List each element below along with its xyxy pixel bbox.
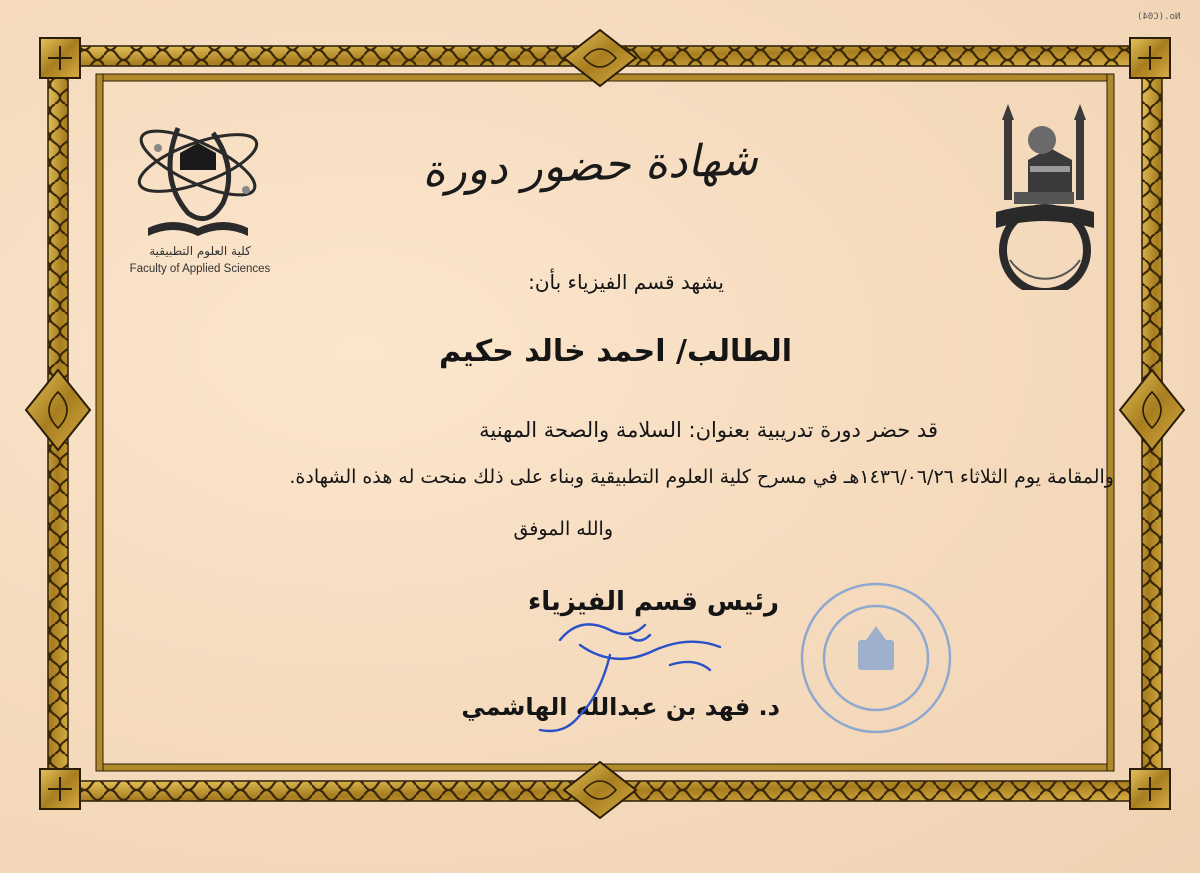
faculty-name-arabic: كلية العلوم التطبيقية (149, 244, 251, 258)
intro-text: يشهد قسم الفيزياء بأن: (528, 270, 724, 294)
signatory-title: رئيس قسم الفيزياء (527, 587, 779, 617)
faculty-name-english: Faculty of Applied Sciences (129, 263, 271, 275)
signatory-name: د. فهد بن عبدالله الهاشمي (461, 693, 780, 721)
closing-text: والله الموفق (513, 518, 613, 540)
university-seal (990, 100, 1110, 290)
signature (520, 605, 740, 745)
certificate-title: شهادة حضور دورة (421, 134, 759, 197)
course-title: قد حضر دورة تدريبية بعنوان: السلامة والصحة المهنية (479, 418, 938, 442)
course-details: والمقامة يوم الثلاثاء ١٤٣٦/٠٦/٢٦هـ في مسرح كلية العلوم التطبيقية وبناء على ذلك منحت له هذه الشهادة. (289, 466, 1114, 488)
faculty-logo (118, 108, 278, 288)
serial-number: No.(C04) (1136, 12, 1180, 22)
department-stamp (796, 578, 956, 738)
student-name: الطالب/ احمد خالد حكيم (438, 334, 792, 369)
